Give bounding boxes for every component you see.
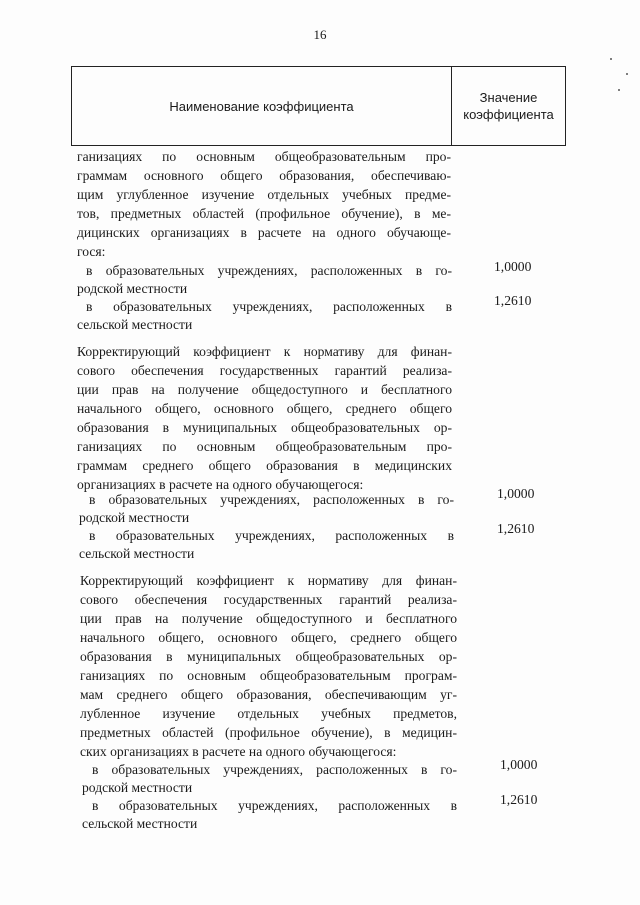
text-line: ских организациях в расчете на одного обучающегося: — [80, 744, 397, 759]
text-line: мам среднего общего образования, обеспечивающим уг- — [80, 687, 457, 702]
text-line: начального общего, основного общего, среднего общего — [80, 630, 457, 645]
page-number: 16 — [313, 27, 327, 42]
text-line: в образовательных учреждениях, расположенных в го- — [92, 762, 457, 777]
text-line: ганизациях по основным общеобразовательным про- — [77, 149, 451, 164]
text-line: родской местности — [77, 281, 188, 296]
text-line: лубленное изучение отдельных учебных предметов, — [80, 706, 457, 721]
coefficient-value: 1,2610 — [494, 293, 532, 308]
text-line: граммам основного общего образования, обеспечиваю- — [77, 168, 451, 183]
header-name-column: Наименование коэффициента — [169, 98, 354, 114]
text-line: в образовательных учреждениях, расположенных в го- — [86, 263, 452, 278]
coefficient-value: 1,0000 — [494, 259, 532, 274]
text-line: дицинских организациях в расчете на одного обучающе- — [77, 225, 451, 240]
text-line: Корректирующий коэффициент к нормативу для финан- — [80, 573, 457, 588]
text-line: сового обеспечения государственных гарантий реализа- — [77, 363, 452, 378]
text-line: образования в муниципальных общеобразовательных ор- — [77, 420, 452, 435]
text-line: сельской местности — [77, 317, 193, 332]
text-line: в образовательных учреждениях, расположенных в — [92, 798, 457, 813]
text-line: граммам среднего общего образования в медицинских — [77, 458, 452, 473]
text-line: Корректирующий коэффициент к нормативу для финан- — [77, 344, 452, 359]
text-line: начального общего, основного общего, среднего общего — [77, 401, 452, 416]
text-line: сового обеспечения государственных гарантий реализа- — [80, 592, 457, 607]
header-value-column — [452, 67, 565, 145]
text-line: родской местности — [79, 510, 190, 525]
scan-speck — [618, 89, 620, 91]
text-line: образования в муниципальных общеобразовательных ор- — [80, 649, 457, 664]
header-value-label-2: коэффициента — [463, 107, 554, 122]
text-line: в образовательных учреждениях, расположенных в — [89, 528, 454, 543]
text-line: гося: — [77, 244, 106, 259]
text-line: щим углубленное изучение отдельных учебных предме- — [77, 187, 451, 202]
text-line: в образовательных учреждениях, расположенных в — [86, 299, 452, 314]
text-line: ганизациях по основным общеобразовательным про- — [77, 439, 452, 454]
scan-speck — [626, 73, 628, 75]
text-line: родской местности — [82, 780, 193, 795]
text-line: организациях в расчете на одного обучающегося: — [77, 477, 364, 492]
scan-speck — [610, 58, 612, 60]
coefficient-value: 1,0000 — [497, 486, 535, 501]
text-line: в образовательных учреждениях, расположенных в го- — [89, 492, 454, 507]
text-line: ганизациях по основным общеобразовательным програм- — [80, 668, 457, 683]
text-line: предметных областей (профильное обучение), в медицин- — [80, 725, 457, 740]
coefficient-value: 1,0000 — [500, 757, 538, 772]
coefficient-value: 1,2610 — [497, 521, 535, 536]
text-line: сельской местности — [82, 816, 198, 831]
header-value-label-1: Значение — [479, 90, 538, 105]
table-header — [71, 66, 566, 146]
text-line: тов, предметных областей (профильное обучение), в ме- — [77, 206, 451, 221]
text-line: ции прав на получение общедоступного и бесплатного — [80, 611, 457, 626]
text-line: ции прав на получение общедоступного и бесплатного — [77, 382, 452, 397]
text-line: сельской местности — [79, 546, 195, 561]
coefficient-value: 1,2610 — [500, 792, 538, 807]
